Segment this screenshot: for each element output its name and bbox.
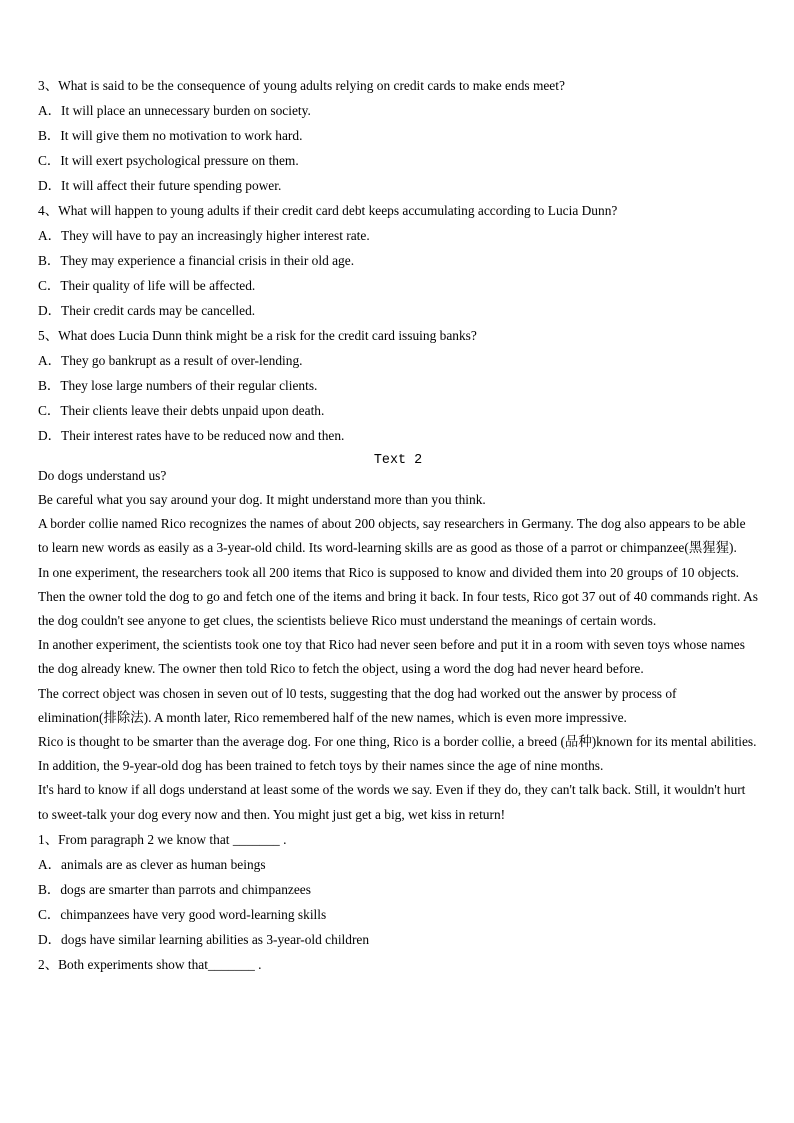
- question-5-option-d: D．Their interest rates have to be reduced now and then.: [38, 428, 345, 443]
- question-4-option-b: B．They may experience a financial crisis in their old age.: [38, 253, 355, 268]
- passage-paragraph-5: The correct object was chosen in seven out of l0 tests, suggesting that the dog had worked out the answer by process of elimination(排除法). A month later, Rico remembered half of the new names, which is even more impressive.: [38, 685, 677, 725]
- question-1-stem: 1、From paragraph 2 we know that _______ .: [38, 831, 287, 847]
- question-3-option-d: D．It will affect their future spending power.: [38, 178, 282, 193]
- passage-paragraph-1: Be careful what you say around your dog. It might understand more than you think.: [38, 492, 486, 507]
- question-3-stem: 3、What is said to be the consequence of young adults relying on credit cards to make ends meet?: [38, 78, 565, 93]
- question-1-option-a: A．animals are as clever as human beings: [38, 856, 266, 872]
- question-2-stem: 2、Both experiments show that_______ .: [38, 956, 262, 972]
- passage-title: Do dogs understand us?: [38, 468, 167, 483]
- text-2-heading: Text 2: [373, 453, 423, 468]
- document-page: [38, 73, 758, 977]
- question-1-option-d: D．dogs have similar learning abilities as 3-year-old children: [38, 931, 370, 947]
- passage-paragraph-7: It's hard to know if all dogs understand at least some of the words we say. Even if they do, they can't talk back. Still, it wouldn't hurt to sweet-talk your dog every now and then. You might just get a big, wet kiss in return!: [38, 782, 746, 822]
- passage-paragraph-4: In another experiment, the scientists took one toy that Rico had never seen before and put it in a room with seven toys whose names the dog already knew. The owner then told Rico to fetch the object, using a word the dog had never heard before.: [38, 637, 745, 677]
- question-1-option-b: B．dogs are smarter than parrots and chimpanzees: [38, 881, 311, 897]
- question-1-option-c: C．chimpanzees have very good word-learning skills: [38, 906, 327, 922]
- question-3-option-b: B．It will give them no motivation to work hard.: [38, 128, 303, 143]
- question-5-stem: 5、What does Lucia Dunn think might be a risk for the credit card issuing banks?: [38, 328, 477, 343]
- question-4-option-a: A．They will have to pay an increasingly higher interest rate.: [38, 228, 370, 243]
- question-3-option-c: C．It will exert psychological pressure on them.: [38, 153, 299, 168]
- passage-paragraph-3: In one experiment, the researchers took all 200 items that Rico is supposed to know and divided them into 20 groups of 10 objects. Then the owner told the dog to go and fetch one of the items and bring it back. In four tests, Rico got 37 out of 40 commands right. As the dog couldn't see anyone to get clues, the scientists believe Rico must understand the meanings of certain words.: [38, 564, 758, 629]
- question-4-option-d: D．Their credit cards may be cancelled.: [38, 303, 256, 318]
- question-4-stem: 4、What will happen to young adults if their credit card debt keeps accumulating according to Lucia Dunn?: [38, 203, 618, 218]
- question-3-option-a: A．It will place an unnecessary burden on society.: [38, 103, 311, 118]
- question-5-option-b: B．They lose large numbers of their regular clients.: [38, 378, 318, 393]
- passage-paragraph-6: Rico is thought to be smarter than the average dog. For one thing, Rico is a border collie, a breed (品种)known for its mental abilities. In addition, the 9-year-old dog has been trained to fetch toys by their names since the age of nine months.: [38, 734, 757, 774]
- question-4-option-c: C．Their quality of life will be affected.: [38, 278, 256, 293]
- question-5-option-a: A．They go bankrupt as a result of over-lending.: [38, 353, 303, 368]
- question-5-option-c: C．Their clients leave their debts unpaid upon death.: [38, 403, 325, 418]
- passage-paragraph-2: A border collie named Rico recognizes the names of about 200 objects, say researchers in Germany. The dog also appears to be able to learn new words as easily as a 3-year-old child. Its word-learning skills are as good as those of a parrot or chimpanzee(黑猩猩).: [38, 516, 746, 556]
